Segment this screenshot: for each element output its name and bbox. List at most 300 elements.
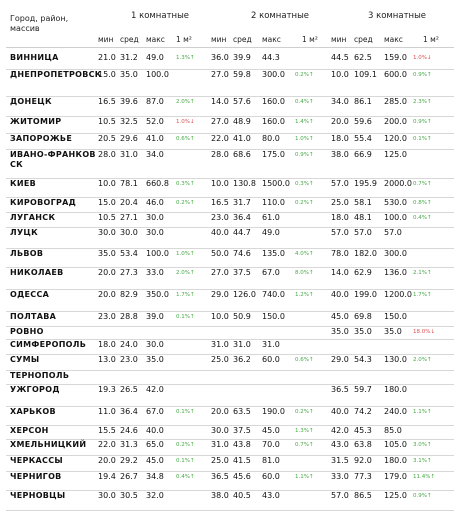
price-avg-1room: 32.5 [120, 117, 138, 126]
table-row [0, 70, 460, 97]
price-avg-1room: 24.6 [120, 426, 138, 435]
change-sqm-3room: 1.1%↑ [413, 409, 432, 415]
table-row [0, 213, 460, 228]
price-max-2room: 43.0 [262, 491, 280, 500]
price-avg-1room: 35.0 [120, 70, 138, 79]
price-min-3room: 78.0 [331, 249, 349, 258]
price-max-2room: 80.0 [262, 134, 280, 143]
price-max-2room: 49.0 [262, 228, 280, 237]
city-name: СИМФЕРОПОЛЬ [10, 340, 87, 349]
price-avg-2room: 50.9 [233, 312, 251, 321]
change-sqm-2room: 0.2%↑ [295, 409, 314, 415]
price-avg-3room: 55.4 [354, 134, 372, 143]
price-max-1room: 65.0 [146, 440, 164, 449]
change-sqm-2room: 0.7%↑ [295, 442, 314, 448]
price-min-1room: 10.5 [98, 213, 116, 222]
change-sqm-1room: 0.2%↑ [176, 200, 195, 206]
price-min-1room: 10.5 [98, 117, 116, 126]
price-min-3room: 35.0 [331, 327, 349, 336]
price-avg-3room: 74.2 [354, 407, 372, 416]
city-name: ТЕРНОПОЛЬ [10, 371, 70, 380]
price-max-3room: 130.0 [384, 355, 407, 364]
row-divider [6, 510, 454, 511]
change-sqm-3room: 1.7%↑ [413, 292, 432, 298]
price-max-3room: 285.0 [384, 97, 407, 106]
price-max-3room: 125.0 [384, 150, 407, 159]
change-sqm-1room: 0.1%↑ [176, 314, 195, 320]
price-min-3room: 40.0 [331, 407, 349, 416]
city-name: ЛУГАНСК [10, 213, 56, 222]
table-row [0, 150, 460, 179]
price-min-3room: 57.0 [331, 179, 349, 188]
price-max-3room: 180.0 [384, 385, 407, 394]
price-min-3room: 44.5 [331, 53, 349, 62]
price-avg-1room: 53.4 [120, 249, 138, 258]
price-min-3room: 57.0 [331, 491, 349, 500]
price-avg-3room: 182.0 [354, 249, 377, 258]
price-max-1room: 35.0 [146, 355, 164, 364]
price-min-2room: 10.0 [211, 179, 229, 188]
price-min-3room: 25.0 [331, 198, 349, 207]
change-sqm-3room: 2.0%↑ [413, 357, 432, 363]
table-row [0, 327, 460, 340]
price-max-1room: 30.0 [146, 340, 164, 349]
subheader-sqm-3: 1 м² [423, 35, 439, 44]
change-sqm-1room: 1.0%↑ [176, 251, 195, 257]
change-sqm-3room: 1.0%↓ [413, 55, 432, 61]
price-avg-2room: 41.0 [233, 134, 251, 143]
city-name: ЛЬВОВ [10, 249, 44, 258]
price-min-2room: 22.0 [211, 134, 229, 143]
price-avg-1room: 82.9 [120, 290, 138, 299]
change-sqm-2room: 8.0%↑ [295, 270, 314, 276]
price-min-3room: 18.0 [331, 134, 349, 143]
price-avg-2room: 44.7 [233, 228, 251, 237]
price-max-1room: 39.0 [146, 312, 164, 321]
price-min-1room: 19.3 [98, 385, 116, 394]
table-row [0, 268, 460, 290]
price-min-1room: 20.5 [98, 134, 116, 143]
city-name: ВИННИЦА [10, 53, 59, 62]
price-avg-1room: 24.0 [120, 340, 138, 349]
table-row [0, 117, 460, 134]
price-max-2room: 60.0 [262, 472, 280, 481]
table-row [0, 134, 460, 150]
price-min-1room: 11.0 [98, 407, 116, 416]
price-avg-3room: 86.1 [354, 97, 372, 106]
price-min-2room: 29.0 [211, 290, 229, 299]
change-sqm-2room: 1.3%↑ [295, 428, 314, 434]
price-avg-2room: 57.6 [233, 97, 251, 106]
price-max-3room: 200.0 [384, 117, 407, 126]
city-name: УЖГОРОД [10, 385, 60, 394]
price-max-3room: 600.0 [384, 70, 407, 79]
price-max-3room: 100.0 [384, 213, 407, 222]
price-avg-3room: 195.9 [354, 179, 377, 188]
price-max-1room: 33.0 [146, 268, 164, 277]
change-sqm-1room: 1.7%↑ [176, 292, 195, 298]
price-min-2room: 31.0 [211, 440, 229, 449]
subheader-min-1: мин [98, 35, 114, 44]
price-min-1room: 23.0 [98, 312, 116, 321]
subheader-max-1: макс [146, 35, 165, 44]
price-avg-2room: 37.5 [233, 426, 251, 435]
city-name: ИВАНО-ФРАНКОВСК [10, 150, 96, 169]
change-sqm-3room: 0.8%↑ [413, 200, 432, 206]
change-sqm-2room: 0.3%↑ [295, 181, 314, 187]
price-avg-2room: 36.2 [233, 355, 251, 364]
change-sqm-1room: 1.0%↓ [176, 119, 195, 125]
price-max-2room: 61.0 [262, 213, 280, 222]
price-avg-1room: 26.7 [120, 472, 138, 481]
price-min-2room: 36.0 [211, 53, 229, 62]
price-avg-2room: 31.7 [233, 198, 251, 207]
price-avg-2room: 43.8 [233, 440, 251, 449]
price-max-2room: 45.0 [262, 426, 280, 435]
subheader-avg-2: сред [233, 35, 252, 44]
price-min-1room: 16.5 [98, 97, 116, 106]
price-max-3room: 530.0 [384, 198, 407, 207]
price-max-1room: 42.0 [146, 385, 164, 394]
price-avg-1room: 27.3 [120, 268, 138, 277]
price-min-1room: 20.0 [98, 456, 116, 465]
price-max-3room: 57.0 [384, 228, 402, 237]
price-avg-2room: 74.6 [233, 249, 251, 258]
change-sqm-3room: 3.0%↑ [413, 442, 432, 448]
price-min-3room: 31.5 [331, 456, 349, 465]
price-max-3room: 105.0 [384, 440, 407, 449]
city-name: ОДЕССА [10, 290, 50, 299]
city-name: СУМЫ [10, 355, 40, 364]
change-sqm-3room: 0.1%↑ [413, 136, 432, 142]
price-avg-1room: 20.4 [120, 198, 138, 207]
price-max-3room: 179.0 [384, 472, 407, 481]
table-row [0, 440, 460, 456]
city-name: ПОЛТАВА [10, 312, 57, 321]
price-max-1room: 100.0 [146, 249, 169, 258]
change-sqm-2room: 1.1%↑ [295, 474, 314, 480]
price-min-2room: 20.0 [211, 407, 229, 416]
price-avg-2room: 40.5 [233, 491, 251, 500]
table-row [0, 456, 460, 472]
price-avg-3room: 62.9 [354, 268, 372, 277]
price-avg-2room: 39.9 [233, 53, 251, 62]
table-row [0, 407, 460, 426]
subheader-sqm-2: 1 м² [302, 35, 318, 44]
change-sqm-3room: 0.9%↑ [413, 493, 432, 499]
change-sqm-2room: 0.2%↑ [295, 200, 314, 206]
price-min-1room: 15.5 [98, 426, 116, 435]
price-avg-3room: 69.8 [354, 312, 372, 321]
table-row [0, 53, 460, 70]
change-sqm-1room: 2.0%↑ [176, 99, 195, 105]
price-max-2room: 160.0 [262, 97, 285, 106]
price-avg-3room: 48.1 [354, 213, 372, 222]
price-max-3room: 150.0 [384, 312, 407, 321]
price-max-1room: 41.0 [146, 134, 164, 143]
price-avg-2room: 37.5 [233, 268, 251, 277]
city-name: ЖИТОМИР [10, 117, 62, 126]
price-avg-1room: 28.8 [120, 312, 138, 321]
change-sqm-1room: 1.3%↑ [176, 55, 195, 61]
change-sqm-3room: 18.0%↓ [413, 329, 436, 335]
price-max-1room: 46.0 [146, 198, 164, 207]
table-row [0, 385, 460, 407]
price-min-1room: 18.0 [98, 340, 116, 349]
city-name: ДОНЕЦК [10, 97, 52, 106]
price-max-2room: 135.0 [262, 249, 285, 258]
price-max-2room: 175.0 [262, 150, 285, 159]
price-min-1room: 21.0 [98, 53, 116, 62]
city-name: ЧЕРНОВЦЫ [10, 491, 66, 500]
change-sqm-2room: 1.0%↑ [295, 136, 314, 142]
price-min-3room: 20.0 [331, 117, 349, 126]
table-row [0, 312, 460, 327]
price-avg-1room: 31.2 [120, 53, 138, 62]
price-min-2room: 14.0 [211, 97, 229, 106]
price-max-3room: 2000.0 [384, 179, 412, 188]
change-sqm-1room: 0.3%↑ [176, 181, 195, 187]
price-avg-2room: 41.5 [233, 456, 251, 465]
city-name: ЧЕРКАССЫ [10, 456, 63, 465]
change-sqm-1room: 0.4%↑ [176, 474, 195, 480]
price-avg-3room: 92.0 [354, 456, 372, 465]
price-avg-2room: 31.0 [233, 340, 251, 349]
subheader-avg-1: сред [120, 35, 139, 44]
city-name: РОВНО [10, 327, 44, 336]
price-avg-1room: 78.1 [120, 179, 138, 188]
price-max-1room: 87.0 [146, 97, 164, 106]
change-sqm-2room: 1.4%↑ [295, 119, 314, 125]
price-avg-2room: 45.6 [233, 472, 251, 481]
price-max-2room: 70.0 [262, 440, 280, 449]
price-min-2room: 50.0 [211, 249, 229, 258]
price-min-2room: 31.0 [211, 340, 229, 349]
price-avg-3room: 45.3 [354, 426, 372, 435]
change-sqm-2room: 0.6%↑ [295, 357, 314, 363]
price-avg-2room: 48.9 [233, 117, 251, 126]
price-min-2room: 23.0 [211, 213, 229, 222]
price-max-2room: 44.3 [262, 53, 280, 62]
price-avg-3room: 59.6 [354, 117, 372, 126]
price-min-1room: 19.4 [98, 472, 116, 481]
price-avg-3room: 199.0 [354, 290, 377, 299]
price-min-1room: 30.0 [98, 228, 116, 237]
price-min-3room: 45.0 [331, 312, 349, 321]
price-min-2room: 36.5 [211, 472, 229, 481]
price-max-2room: 740.0 [262, 290, 285, 299]
price-avg-3room: 62.5 [354, 53, 372, 62]
price-avg-3room: 57.0 [354, 228, 372, 237]
price-min-3room: 34.0 [331, 97, 349, 106]
change-sqm-2room: 0.2%↑ [295, 72, 314, 78]
price-min-3room: 29.0 [331, 355, 349, 364]
price-avg-3room: 86.5 [354, 491, 372, 500]
price-max-3room: 35.0 [384, 327, 402, 336]
price-max-2room: 67.0 [262, 268, 280, 277]
group-header-3room: 3 комнатные [367, 11, 427, 21]
table-row [0, 249, 460, 268]
price-max-1room: 40.0 [146, 426, 164, 435]
price-max-1room: 30.0 [146, 228, 164, 237]
price-min-3room: 38.0 [331, 150, 349, 159]
city-name: ЗАПОРОЖЬЕ [10, 134, 73, 143]
price-max-2room: 190.0 [262, 407, 285, 416]
table-row [0, 228, 460, 249]
city-name: ДНЕПРОПЕТРОВСК [10, 70, 102, 79]
price-min-3room: 18.0 [331, 213, 349, 222]
price-avg-1room: 29.2 [120, 456, 138, 465]
price-min-2room: 25.0 [211, 355, 229, 364]
price-max-1room: 32.0 [146, 491, 164, 500]
price-max-1room: 34.8 [146, 472, 164, 481]
price-min-1room: 28.0 [98, 150, 116, 159]
change-sqm-1room: 0.2%↑ [176, 442, 195, 448]
subheader-avg-3: сред [354, 35, 373, 44]
price-max-2room: 81.0 [262, 456, 280, 465]
change-sqm-3room: 0.9%↑ [413, 119, 432, 125]
price-max-2room: 1500.0 [262, 179, 290, 188]
price-min-2room: 28.0 [211, 150, 229, 159]
price-min-1room: 13.0 [98, 355, 116, 364]
price-avg-1room: 30.5 [120, 491, 138, 500]
table-row [0, 426, 460, 440]
city-name: НИКОЛАЕВ [10, 268, 64, 277]
price-max-1room: 45.0 [146, 456, 164, 465]
price-max-3room: 136.0 [384, 268, 407, 277]
price-max-3room: 85.0 [384, 426, 402, 435]
price-avg-2room: 126.0 [233, 290, 256, 299]
header-divider [6, 47, 454, 48]
price-min-2room: 10.0 [211, 312, 229, 321]
city-name: ХМЕЛЬНИЦКИЙ [10, 440, 87, 449]
price-min-1room: 22.0 [98, 440, 116, 449]
price-min-2room: 27.0 [211, 70, 229, 79]
price-min-1room: 30.0 [98, 491, 116, 500]
price-max-1room: 100.0 [146, 70, 169, 79]
price-min-2room: 40.0 [211, 228, 229, 237]
change-sqm-1room: 2.0%↑ [176, 270, 195, 276]
group-header-1room: 1 комнатные [130, 11, 190, 21]
city-name: КИРОВОГРАД [10, 198, 77, 207]
price-max-2room: 110.0 [262, 198, 285, 207]
price-min-1room: 10.0 [98, 179, 116, 188]
price-max-3room: 159.0 [384, 53, 407, 62]
price-min-2room: 30.0 [211, 426, 229, 435]
price-min-2room: 25.0 [211, 456, 229, 465]
price-avg-3room: 54.3 [354, 355, 372, 364]
price-max-2room: 31.0 [262, 340, 280, 349]
city-name: ЧЕРНИГОВ [10, 472, 62, 481]
price-min-3room: 10.0 [331, 70, 349, 79]
subheader-max-2: макс [262, 35, 281, 44]
city-name: ХАРЬКОВ [10, 407, 56, 416]
change-sqm-3room: 0.9%↑ [413, 72, 432, 78]
subheader-max-3: макс [384, 35, 403, 44]
price-max-1room: 30.0 [146, 213, 164, 222]
change-sqm-3room: 11.4%↑ [413, 474, 436, 480]
price-max-1room: 67.0 [146, 407, 164, 416]
price-min-1room: 20.0 [98, 290, 116, 299]
price-max-2room: 160.0 [262, 117, 285, 126]
table-row [0, 97, 460, 117]
change-sqm-1room: 0.1%↑ [176, 458, 195, 464]
price-max-3room: 120.0 [384, 134, 407, 143]
price-avg-2room: 63.5 [233, 407, 251, 416]
table-row [0, 355, 460, 371]
price-min-3room: 40.0 [331, 290, 349, 299]
subheader-sqm-1: 1 м² [176, 35, 192, 44]
price-max-3room: 300.0 [384, 249, 407, 258]
price-max-3room: 125.0 [384, 491, 407, 500]
price-avg-3room: 77.3 [354, 472, 372, 481]
group-header-2room: 2 комнатные [250, 11, 310, 21]
change-sqm-2room: 0.9%↑ [295, 152, 314, 158]
table-row [0, 290, 460, 312]
table-row [0, 179, 460, 198]
price-max-3room: 240.0 [384, 407, 407, 416]
price-min-1room: 15.0 [98, 70, 116, 79]
price-avg-3room: 59.7 [354, 385, 372, 394]
table-row [0, 340, 460, 355]
price-min-2room: 27.0 [211, 117, 229, 126]
subheader-min-3: мин [331, 35, 347, 44]
price-avg-1room: 30.0 [120, 228, 138, 237]
city-column-header-line2: массив [10, 24, 40, 33]
price-avg-1room: 27.1 [120, 213, 138, 222]
table-row [0, 198, 460, 213]
price-min-3room: 14.0 [331, 268, 349, 277]
price-max-1room: 52.0 [146, 117, 164, 126]
change-sqm-2room: 0.4%↑ [295, 99, 314, 105]
price-min-2room: 16.5 [211, 198, 229, 207]
price-avg-1room: 26.5 [120, 385, 138, 394]
price-min-1room: 20.0 [98, 268, 116, 277]
price-min-3room: 33.0 [331, 472, 349, 481]
price-avg-3room: 66.9 [354, 150, 372, 159]
price-min-2room: 38.0 [211, 491, 229, 500]
price-max-2room: 300.0 [262, 70, 285, 79]
price-max-2room: 150.0 [262, 312, 285, 321]
table-row [0, 472, 460, 491]
price-max-3room: 180.0 [384, 456, 407, 465]
price-max-3room: 1200.0 [384, 290, 412, 299]
price-max-1room: 660.8 [146, 179, 169, 188]
price-avg-2room: 130.8 [233, 179, 256, 188]
change-sqm-2room: 4.0%↑ [295, 251, 314, 257]
change-sqm-2room: 1.2%↑ [295, 292, 314, 298]
price-avg-3room: 58.1 [354, 198, 372, 207]
table-row [0, 491, 460, 511]
price-avg-3room: 35.0 [354, 327, 372, 336]
table-row [0, 371, 460, 385]
subheader-min-2: мин [211, 35, 227, 44]
price-min-3room: 57.0 [331, 228, 349, 237]
price-avg-1room: 39.6 [120, 97, 138, 106]
city-name: КИЕВ [10, 179, 36, 188]
price-min-1room: 15.0 [98, 198, 116, 207]
price-max-1room: 34.0 [146, 150, 164, 159]
price-avg-1room: 29.6 [120, 134, 138, 143]
city-name: ХЕРСОН [10, 426, 49, 435]
price-avg-2room: 68.6 [233, 150, 251, 159]
change-sqm-3room: 3.1%↑ [413, 458, 432, 464]
price-avg-3room: 63.8 [354, 440, 372, 449]
change-sqm-3room: 2.3%↑ [413, 99, 432, 105]
price-avg-2room: 36.4 [233, 213, 251, 222]
price-min-1room: 35.0 [98, 249, 116, 258]
price-avg-1room: 31.0 [120, 150, 138, 159]
